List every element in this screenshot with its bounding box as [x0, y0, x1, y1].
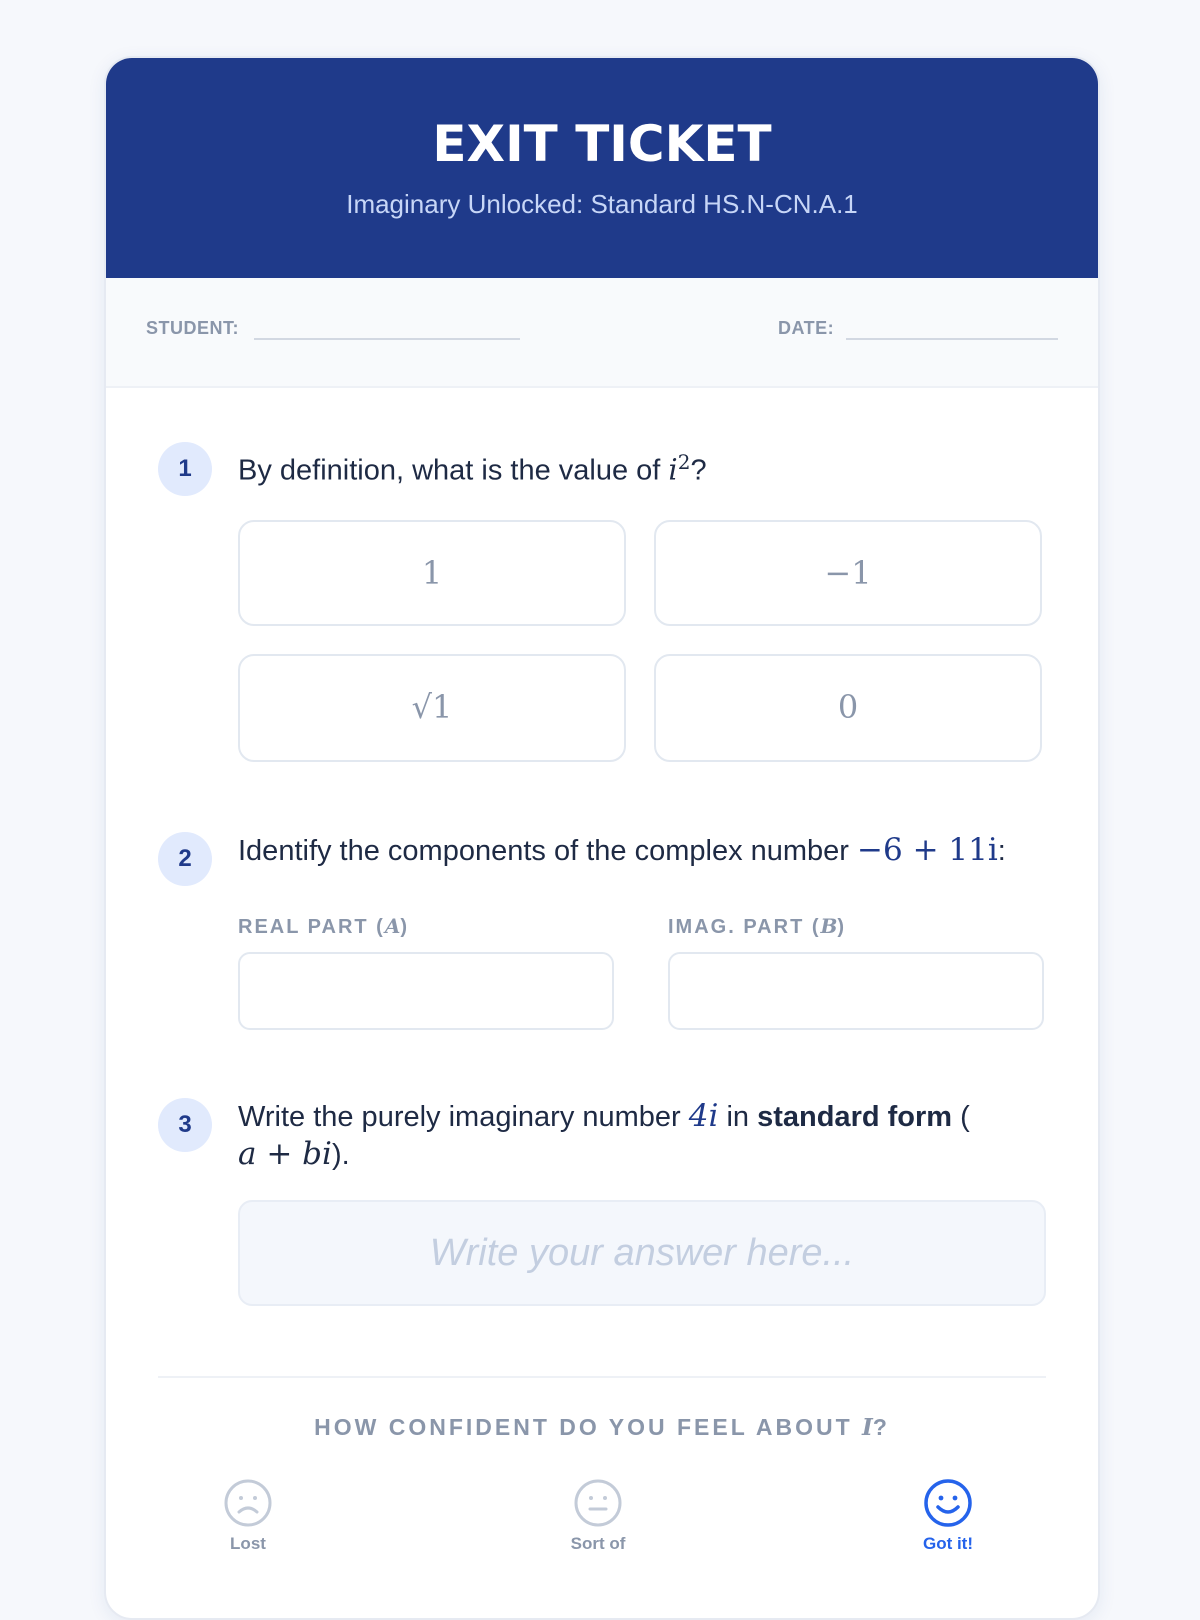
ticket-subtitle: Imaginary Unlocked: Standard HS.N-CN.A.1 [346, 189, 858, 219]
question-3-suffix: ). [331, 1139, 350, 1171]
section-divider [158, 1376, 1046, 1378]
student-info-bar [106, 278, 1098, 388]
question-2-math: −6 + 11i [857, 832, 998, 868]
answer-input[interactable]: Write your answer here... [238, 1200, 1046, 1306]
confidence-question-var: I [862, 1414, 873, 1441]
confidence-option-sort-of[interactable] [518, 1478, 678, 1554]
imag-part-input[interactable] [668, 952, 1044, 1030]
option-0[interactable]: 0 [654, 654, 1042, 762]
question-3-form: a + bi [238, 1136, 332, 1172]
question-3-mid: in [718, 1101, 758, 1133]
option-negative-1[interactable]: −1 [654, 520, 1042, 626]
question-number-2: 2 [158, 832, 212, 886]
question-number-1: 1 [158, 442, 212, 496]
question-1-suffix: ? [690, 454, 707, 487]
real-part-label-text: REAL PART ( [238, 916, 385, 938]
question-2-text [238, 832, 1006, 870]
question-3-math: 4i [688, 1098, 719, 1134]
confidence-label-got-it: Got it! [922, 1534, 974, 1553]
imag-part-close: ) [837, 916, 847, 938]
confidence-question-suffix: ? [872, 1414, 890, 1440]
question-number-3: 3 [158, 1098, 212, 1152]
ticket-title: EXIT TICKET [432, 115, 772, 173]
confidence-option-lost[interactable] [168, 1478, 328, 1554]
question-2-suffix: : [997, 835, 1006, 867]
question-1-text [238, 444, 707, 490]
question-1-math-base: i [668, 452, 678, 487]
date-field[interactable] [846, 338, 1058, 340]
date-label: DATE: [778, 318, 835, 338]
confidence-question [106, 1414, 1098, 1441]
real-part-var: A [384, 914, 401, 938]
confidence-option-got-it[interactable] [868, 1478, 1028, 1554]
option-sqrt-1[interactable]: √1 [238, 654, 626, 762]
imag-part-var: B [820, 914, 838, 938]
imag-part-label-text: IMAG. PART ( [668, 916, 821, 938]
real-part-label [238, 914, 409, 939]
question-1-prefix: By definition, what is the value of [238, 454, 669, 487]
question-3-bold: standard form [757, 1101, 953, 1133]
ticket-header [106, 58, 1098, 278]
confidence-label-lost: Lost [230, 1534, 266, 1553]
exit-ticket-card [104, 56, 1100, 1620]
sad-face-icon [223, 1478, 273, 1528]
question-3-text [238, 1098, 998, 1174]
question-3-open: ( [952, 1101, 970, 1133]
question-3-prefix: Write the purely imaginary number [238, 1101, 689, 1133]
real-part-close: ) [400, 916, 410, 938]
confidence-question-text: HOW CONFIDENT DO YOU FEEL ABOUT [314, 1414, 863, 1440]
option-1[interactable]: 1 [238, 520, 626, 626]
student-name-field[interactable] [254, 338, 520, 340]
question-2-prefix: Identify the components of the complex number [238, 835, 858, 867]
question-1-math-exp: 2 [677, 450, 691, 474]
imag-part-label [668, 914, 846, 939]
neutral-face-icon [573, 1478, 623, 1528]
real-part-input[interactable] [238, 952, 614, 1030]
student-label: STUDENT: [146, 318, 239, 338]
confidence-label-sort-of: Sort of [570, 1534, 626, 1553]
smile-face-icon [923, 1478, 973, 1528]
